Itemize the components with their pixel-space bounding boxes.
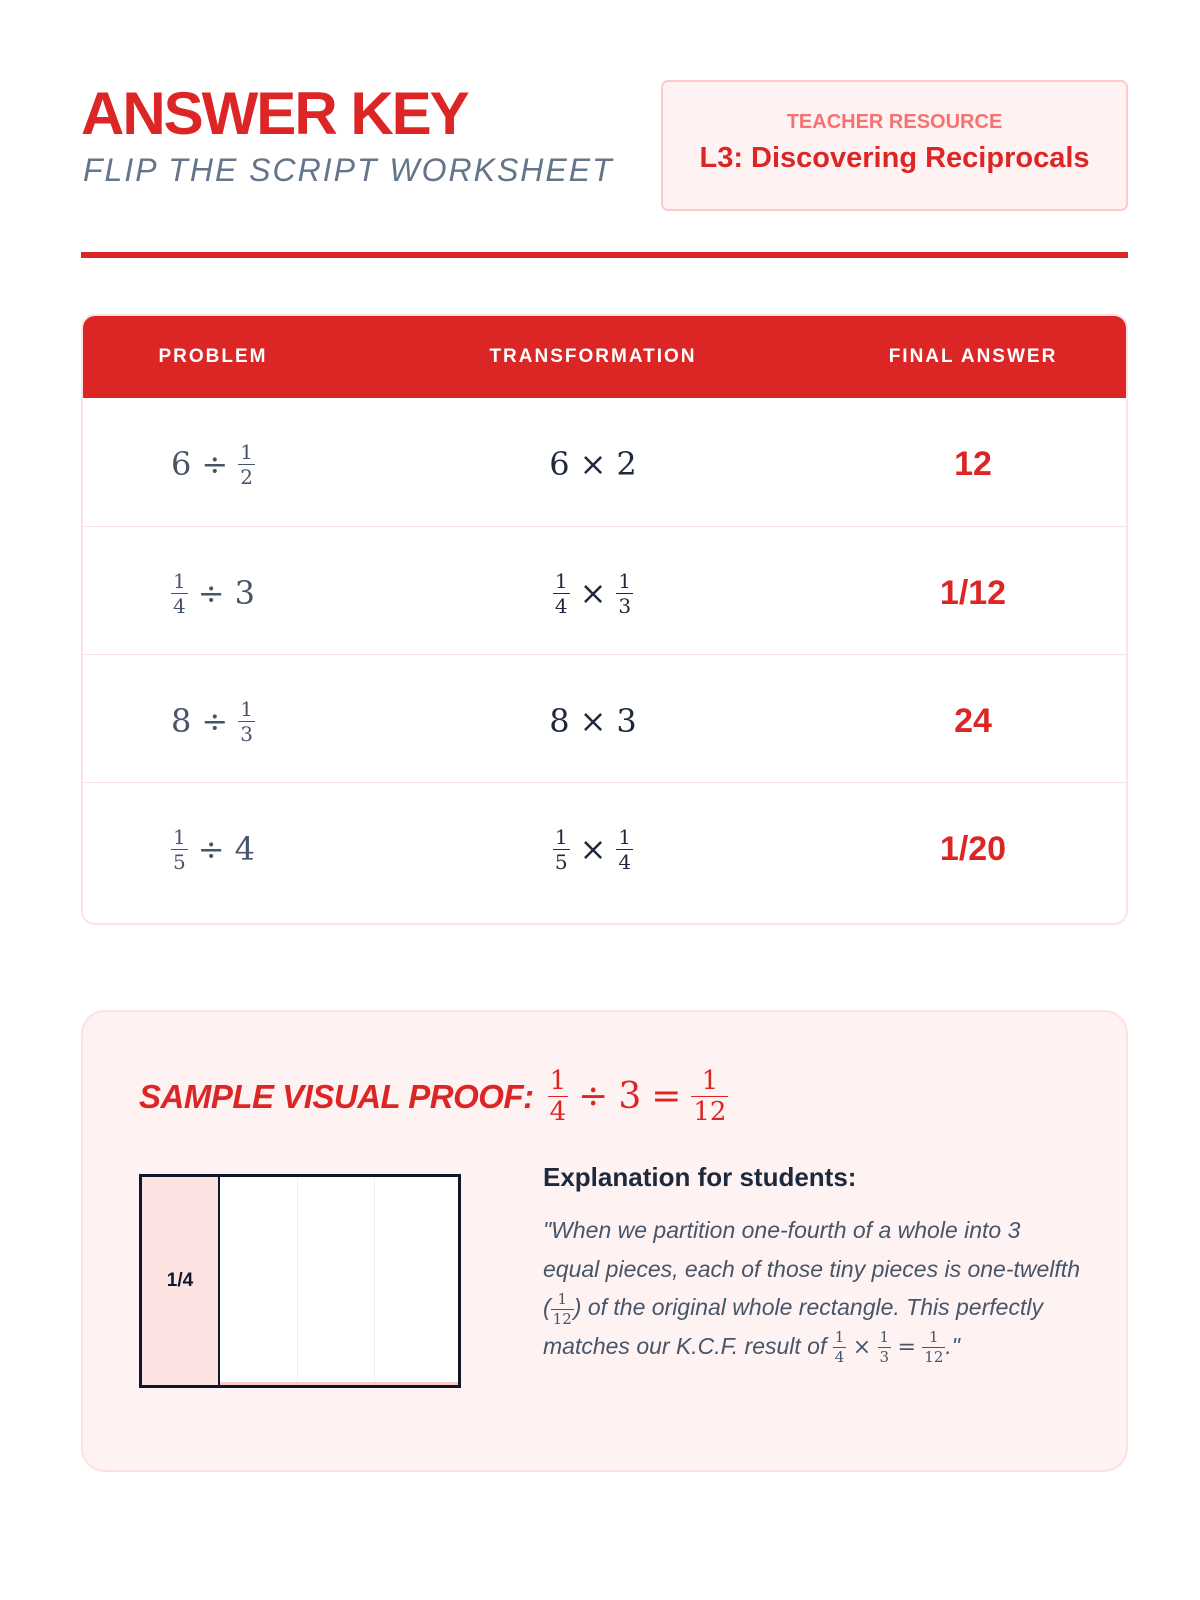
transformation-expression xyxy=(549,445,637,483)
diagram-bottom-accent xyxy=(220,1382,458,1385)
numerator: 1 xyxy=(554,824,568,849)
fraction xyxy=(616,568,633,618)
denominator: 4 xyxy=(618,849,632,874)
answer-table xyxy=(81,314,1128,925)
numerator: 1 xyxy=(618,568,632,593)
answer-cell xyxy=(893,655,1053,787)
page-title: ANSWER KEY xyxy=(81,80,468,147)
fraction xyxy=(691,1068,728,1125)
operand: 3 xyxy=(618,1076,642,1117)
denominator: 2 xyxy=(240,464,253,489)
column-header-problem: PROBLEM xyxy=(158,346,268,367)
numerator: 1 xyxy=(173,824,186,849)
numerator: 1 xyxy=(929,1328,939,1347)
denominator: 12 xyxy=(552,1309,572,1328)
fraction xyxy=(551,1289,574,1328)
denominator: 12 xyxy=(693,1097,727,1127)
problem-expression xyxy=(171,824,255,874)
fraction-diagram xyxy=(139,1174,461,1388)
proof-title xyxy=(139,1068,728,1125)
final-answer: 1/20 xyxy=(939,829,1007,868)
fraction xyxy=(548,1068,569,1125)
numerator: 1 xyxy=(554,568,568,593)
explanation-part: ) of the original whole rectangle. This perfectly matches our K.C.F. result of xyxy=(543,1294,1043,1359)
transformation-cell xyxy=(463,527,723,659)
transformation-expression xyxy=(553,824,633,874)
transformation-expression xyxy=(553,568,633,618)
explanation-part: ." xyxy=(945,1332,960,1359)
fraction xyxy=(616,824,633,874)
numerator: 1 xyxy=(240,696,253,721)
fraction xyxy=(553,568,570,618)
proof-label: SAMPLE VISUAL PROOF: xyxy=(139,1077,534,1115)
multiply-operator: × xyxy=(579,702,607,740)
badge-label: TEACHER RESOURCE xyxy=(786,111,1003,133)
explanation-heading: Explanation for students: xyxy=(543,1162,857,1192)
multiply-operator: × xyxy=(852,1334,872,1360)
divide-operator: ÷ xyxy=(578,1076,609,1117)
column-header-transformation: TRANSFORMATION xyxy=(489,346,697,367)
problem-expression xyxy=(171,439,255,489)
problem-expression xyxy=(171,568,255,618)
proof-equation xyxy=(548,1068,729,1125)
divide-operator: ÷ xyxy=(201,702,229,740)
numerator: 1 xyxy=(549,1066,567,1096)
numerator: 1 xyxy=(173,568,186,593)
denominator: 3 xyxy=(240,721,253,746)
transformation-cell xyxy=(463,398,723,530)
operand: 3 xyxy=(234,574,255,612)
denominator: 4 xyxy=(173,593,186,618)
operand: 6 xyxy=(549,445,570,483)
explanation-part: "When we partition one-fourth of a whole into 3 equal pieces, each of those tiny pieces is one-twelfth ( xyxy=(543,1217,1080,1321)
table-row xyxy=(83,654,1126,786)
answer-cell xyxy=(893,527,1053,659)
problem-cell xyxy=(83,398,343,530)
operand: 4 xyxy=(234,830,255,868)
column-header-final-answer: FINAL ANSWER xyxy=(888,346,1058,367)
fraction xyxy=(238,439,255,489)
equals-sign: = xyxy=(897,1334,916,1360)
visual-proof-panel xyxy=(81,1010,1128,1472)
fraction xyxy=(171,824,188,874)
fraction xyxy=(171,568,188,618)
table-row xyxy=(83,782,1126,914)
denominator: 4 xyxy=(554,593,568,618)
operand: 8 xyxy=(549,702,570,740)
fraction xyxy=(922,1330,945,1365)
transformation-cell xyxy=(463,655,723,787)
denominator: 4 xyxy=(549,1097,567,1127)
numerator: 1 xyxy=(879,1328,890,1347)
partition-line xyxy=(374,1177,375,1385)
divide-operator: ÷ xyxy=(197,574,225,612)
operand: 3 xyxy=(616,702,637,740)
transformation-cell xyxy=(463,783,723,915)
operand: 8 xyxy=(171,702,192,740)
divide-operator: ÷ xyxy=(201,445,229,483)
denominator: 5 xyxy=(554,849,568,874)
badge-lesson-title: L3: Discovering Reciprocals xyxy=(699,142,1090,174)
answer-cell xyxy=(893,398,1053,530)
header-divider xyxy=(81,252,1128,258)
final-answer: 12 xyxy=(954,444,992,483)
problem-expression xyxy=(171,696,255,746)
problem-cell xyxy=(83,655,343,787)
operand: 6 xyxy=(171,445,192,483)
denominator: 3 xyxy=(618,593,632,618)
numerator: 1 xyxy=(701,1066,719,1096)
denominator: 4 xyxy=(834,1348,845,1367)
problem-cell xyxy=(83,783,343,915)
fraction xyxy=(553,824,570,874)
explanation xyxy=(543,1162,1083,1367)
shaded-quarter xyxy=(142,1177,220,1385)
partition-line xyxy=(297,1177,298,1385)
header xyxy=(81,80,1128,212)
denominator: 3 xyxy=(879,1348,890,1367)
teacher-resource-badge xyxy=(661,80,1128,211)
table-row xyxy=(83,398,1126,530)
fraction xyxy=(833,1330,847,1365)
equals-sign: = xyxy=(651,1076,682,1117)
table-header xyxy=(83,316,1126,398)
transformation-expression xyxy=(549,702,637,740)
numerator: 1 xyxy=(557,1289,567,1308)
explanation-text xyxy=(543,1211,1083,1367)
problem-cell xyxy=(83,527,343,659)
quarter-label: 1/4 xyxy=(166,1270,194,1291)
numerator: 1 xyxy=(240,439,253,464)
numerator: 1 xyxy=(618,824,632,849)
multiply-operator: × xyxy=(579,574,607,612)
fraction xyxy=(878,1330,892,1365)
answer-cell xyxy=(893,783,1053,915)
page-subtitle: FLIP THE SCRIPT WORKSHEET xyxy=(83,152,614,188)
multiply-operator: × xyxy=(579,445,607,483)
fraction xyxy=(238,696,255,746)
divide-operator: ÷ xyxy=(197,830,225,868)
final-answer: 24 xyxy=(954,701,992,740)
final-answer: 1/12 xyxy=(939,573,1007,612)
operand: 2 xyxy=(616,445,637,483)
denominator: 5 xyxy=(173,849,186,874)
table-row xyxy=(83,526,1126,658)
denominator: 12 xyxy=(924,1348,944,1367)
multiply-operator: × xyxy=(579,830,607,868)
numerator: 1 xyxy=(834,1328,845,1347)
